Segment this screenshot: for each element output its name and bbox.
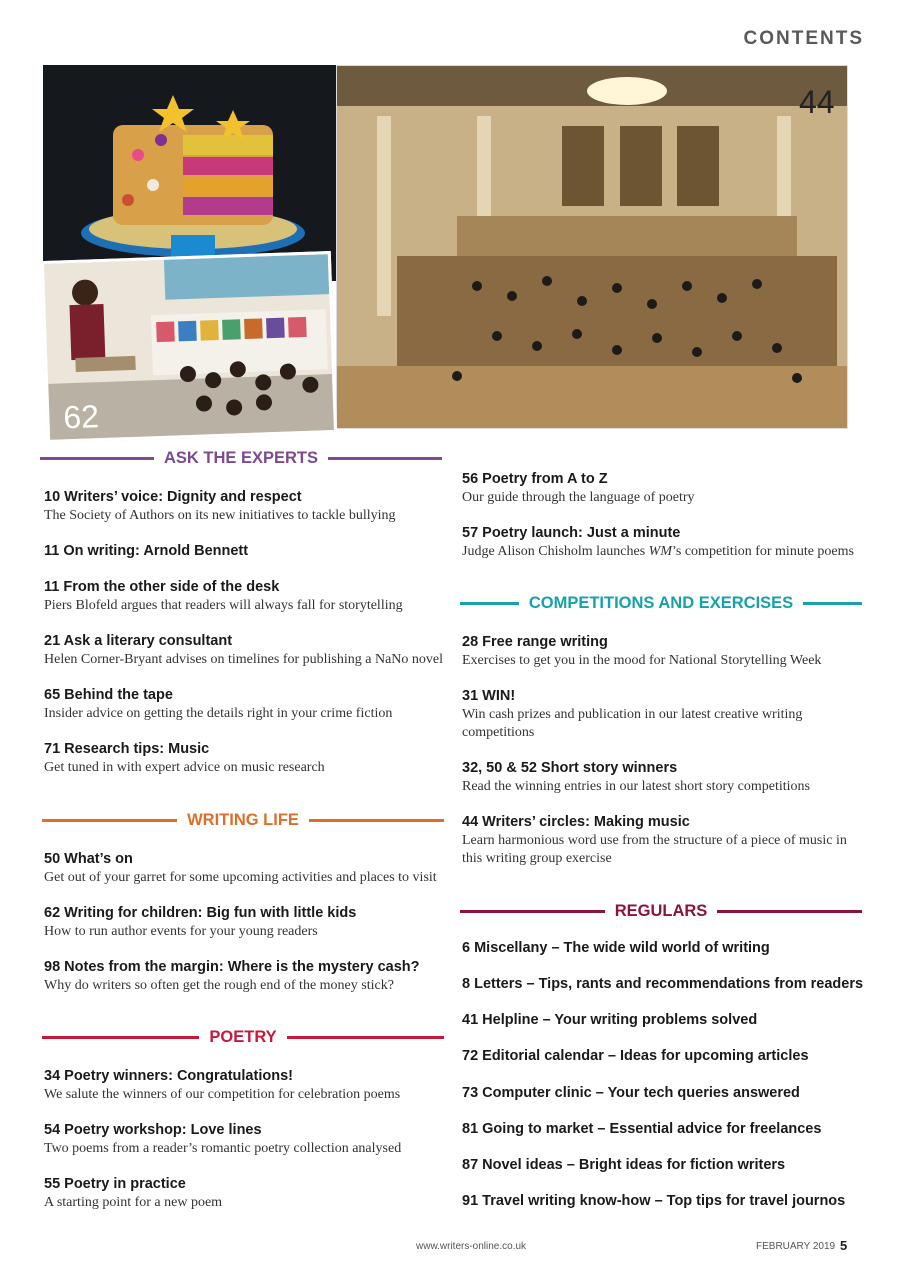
contents-entry (44, 542, 248, 560)
entry-title: 50 What’s on (44, 851, 133, 867)
entry-title: 31 WIN! (462, 688, 516, 704)
entry-description: The Society of Authors on its new initiatives to tackle bullying (44, 508, 396, 523)
kids-page-number: 62 (62, 398, 100, 436)
entry-title: 65 Behind the tape (44, 687, 173, 703)
contents-entry (44, 850, 437, 887)
contents-entry (44, 904, 356, 941)
contents-entry (462, 524, 854, 561)
entry-title: 56 Poetry from A to Z (462, 471, 608, 487)
section-label: POETRY (209, 1028, 277, 1046)
heading-rule (803, 602, 862, 605)
concert-hall-photo (336, 65, 848, 429)
entry-title: 11 On writing: Arnold Bennett (44, 543, 249, 559)
contents-entry (44, 1121, 401, 1158)
poetry-heading (42, 1028, 444, 1047)
regulars-item: 87 Novel ideas – Bright ideas for fiction writers (462, 1157, 786, 1173)
entry-title: 28 Free range writing (462, 634, 608, 650)
entry-title: 44 Writers’ circles: Making music (462, 814, 690, 830)
entry-description: Read the winning entries in our latest short story competitions (462, 779, 810, 794)
entry-title: 34 Poetry winners: Congratulations! (44, 1068, 293, 1084)
section-label: COMPETITIONS AND EXERCISES (528, 594, 794, 612)
contents-entry (44, 958, 420, 995)
entry-description: Win cash prizes and publication in our latest creative writing competitions (462, 707, 803, 740)
contents-entry (44, 1067, 400, 1104)
regulars-item: 81 Going to market – Essential advice for freelances (462, 1121, 822, 1137)
heading-rule (309, 819, 444, 822)
entry-description: We salute the winners of our competition for celebration poems (44, 1087, 401, 1102)
hall-page-number: 44 (799, 84, 835, 120)
entry-title: 71 Research tips: Music (44, 741, 210, 757)
entry-description: Learn harmonious word use from the structure of a piece of music in this writing group exercise (462, 833, 847, 866)
regulars-item: 8 Letters – Tips, rants and recommendations from readers (462, 976, 864, 992)
competitions-heading (460, 594, 862, 613)
regulars-heading (460, 902, 862, 921)
writing-life-heading (42, 811, 444, 830)
concert-hall-illustration (337, 66, 848, 429)
entry-description-part: Judge Alison Chisholm launches (462, 544, 649, 559)
footer-url: www.writers-online.co.uk (416, 1241, 527, 1252)
contents-entry (44, 632, 443, 669)
entry-description: Our guide through the language of poetry (462, 490, 695, 505)
entry-title: 55 Poetry in practice (44, 1176, 186, 1192)
regulars-item: 41 Helpline – Your writing problems solved (462, 1012, 758, 1028)
section-label: REGULARS (614, 902, 708, 920)
entry-description: Helen Corner-Bryant advises on timelines for publishing a NaNo novel (44, 652, 444, 667)
contents-entry (462, 759, 810, 796)
entry-title: 21 Ask a literary consultant (44, 633, 233, 649)
regulars-item: 73 Computer clinic – Your tech queries answered (462, 1085, 800, 1101)
entry-title: 54 Poetry workshop: Love lines (44, 1122, 262, 1138)
entry-description: Piers Blofeld argues that readers will always fall for storytelling (44, 598, 403, 613)
contents-entry (44, 740, 325, 777)
heading-rule (717, 910, 862, 913)
contents-entry (462, 633, 821, 670)
entry-description: Insider advice on getting the details right in your crime fiction (44, 706, 393, 721)
children-photo (41, 251, 337, 443)
heading-rule (42, 819, 177, 822)
regulars-item: 91 Travel writing know-how – Top tips for travel journos (462, 1193, 846, 1209)
heading-rule (40, 457, 154, 460)
section-label: WRITING LIFE (187, 811, 299, 829)
entry-description: How to run author events for your young readers (44, 924, 318, 939)
contents-entry (462, 470, 695, 507)
entry-description (462, 543, 854, 561)
entry-description: Exercises to get you in the mood for National Storytelling Week (462, 653, 822, 668)
entry-title: 32, 50 & 52 Short story winners (462, 760, 678, 776)
section-label: ASK THE EXPERTS (163, 449, 319, 467)
contents-entry (462, 687, 858, 742)
entry-title: 62 Writing for children: Big fun with little kids (44, 905, 357, 921)
heading-rule (460, 910, 605, 913)
heading-rule (42, 1036, 199, 1039)
entry-title: 11 From the other side of the desk (44, 579, 280, 595)
heading-rule (328, 457, 442, 460)
contents-entry (44, 578, 403, 615)
entry-title: 98 Notes from the margin: Where is the mystery cash? (44, 959, 420, 975)
contents-entry (44, 1175, 222, 1212)
ask-the-experts-heading (40, 449, 442, 468)
entry-description-part: ’s competition for minute poems (672, 544, 854, 559)
entry-description: Get out of your garret for some upcoming activities and places to visit (44, 870, 437, 885)
contents-entry (44, 686, 392, 723)
entry-description: Get tuned in with expert advice on music research (44, 760, 325, 775)
heading-rule (460, 602, 519, 605)
entry-description: A starting point for a new poem (44, 1195, 223, 1210)
footer-date: FEBRUARY 2019 (756, 1241, 836, 1252)
heading-rule (287, 1036, 444, 1039)
entry-description: Why do writers so often get the rough end of the money stick? (44, 978, 394, 993)
page-title: CONTENTS (743, 28, 864, 49)
entry-description: Two poems from a reader’s romantic poetry collection analysed (44, 1141, 402, 1156)
entry-description-italic: WM (648, 544, 672, 559)
regulars-item: 6 Miscellany – The wide wild world of writing (462, 940, 770, 956)
page-number: 5 (840, 1238, 848, 1253)
regulars-item: 72 Editorial calendar – Ideas for upcoming articles (462, 1048, 809, 1064)
contents-entry (44, 488, 396, 525)
entry-title: 10 Writers’ voice: Dignity and respect (44, 489, 302, 505)
entry-title: 57 Poetry launch: Just a minute (462, 525, 681, 541)
contents-entry (462, 813, 858, 868)
